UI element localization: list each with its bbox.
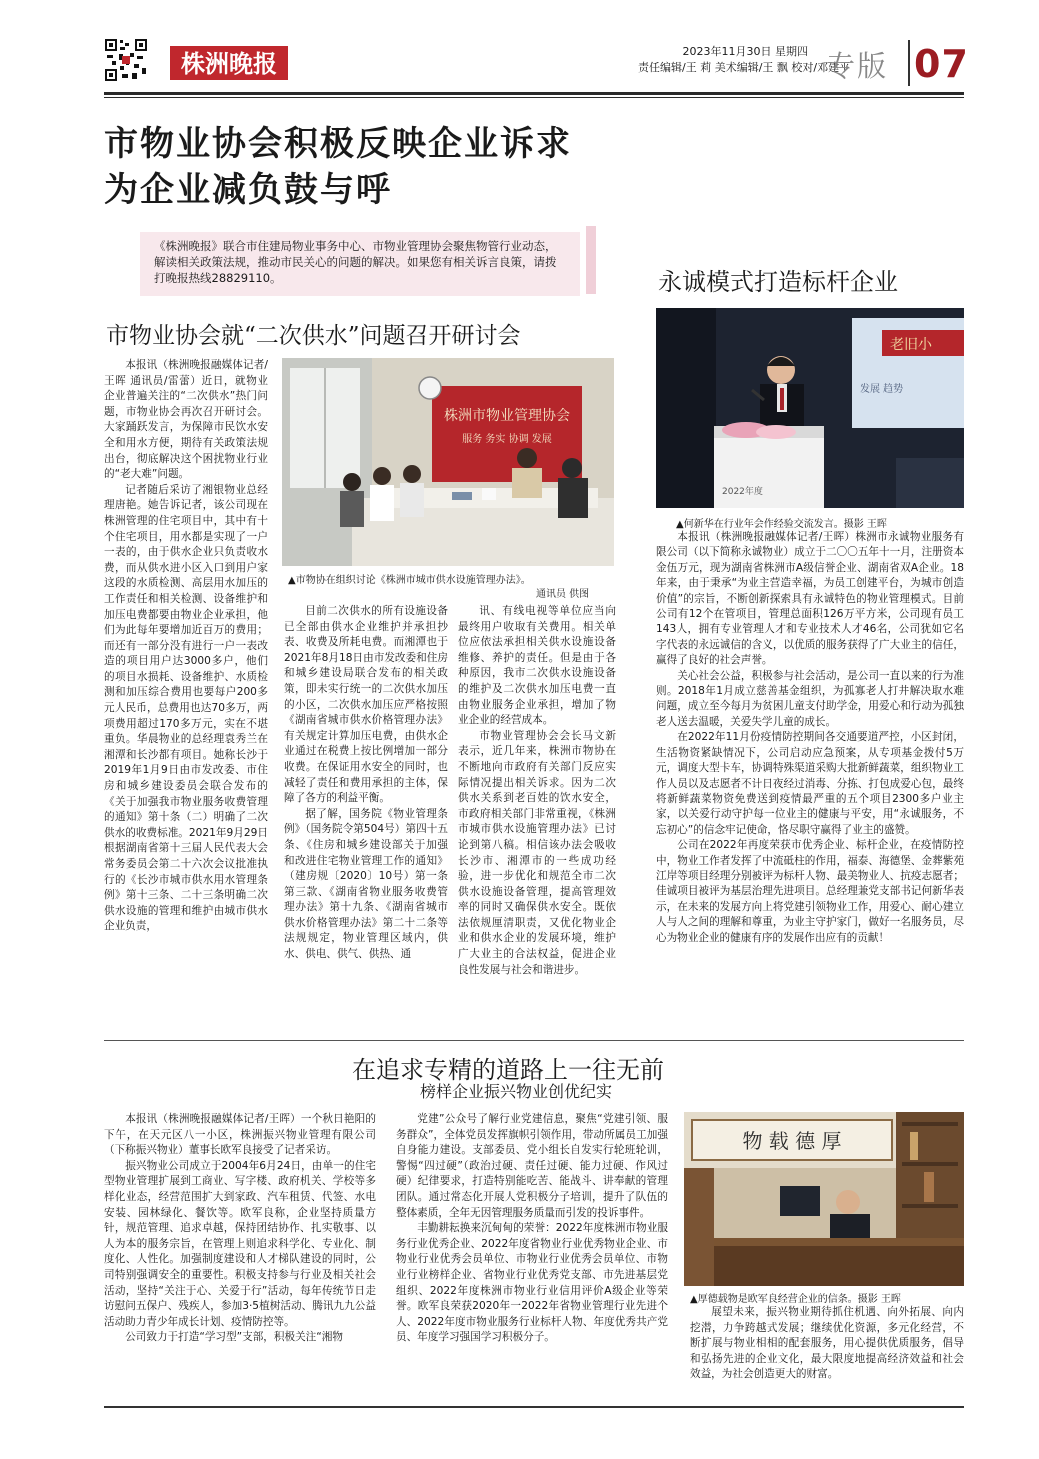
page-number: 07 (914, 42, 969, 86)
paragraph: 展望未来，振兴物业期待抓住机遇、向外拓展、向内挖潜，力争跨越式发展；继续优化资源，多元化经营，不断扩展与物业相相的配套服务，用心提供优质服务，倡导和弘扬先进的企业文化，最大限度地提高经济效益和社会效益，为社会创造更大的财富。 (690, 1306, 964, 1381)
photo-plaque-text: 物 载 德 厚 (742, 1129, 842, 1153)
paragraph: 据了解，国务院《物业管理条例》（国务院令第504号）第四十五条、《住房和城乡建设部关于加强和改进住宅物业管理工作的通知》（建房规〔2020〕10号）第一条第三款、《湖南省物业服务收费管理办法》第十九条、《湖南省城市供水价格管理办法》第二十二条等法规规定，物业管理区域内，供水、供电、供气、供热、通 (284, 807, 448, 961)
qr-code (104, 38, 148, 82)
photo-sign-title: 株洲市物业管理协会 (444, 408, 570, 424)
paragraph: 本报讯（株洲晚报融媒体记者/王晖 通讯员/雷蕾）近日，就物业企业普遍关注的“二次供水”热门问题，市物业协会再次召开研讨会。大家踊跃发言，为保障市民饮水安全和用水方便，期待有关政策法规出台，彻底解决这个困扰物业行业的“老大难”问题。 (104, 359, 268, 481)
article3-column3 (690, 1305, 964, 1401)
lead-box-accent (586, 226, 596, 294)
article1-column3 (458, 604, 616, 1034)
photo-podium-text: 2022年度 (722, 487, 763, 497)
headline-line2: 为企业减负鼓与呼 (104, 170, 392, 210)
article1-title: 市物业协会就“二次供水”问题召开研讨会 (106, 323, 521, 349)
paragraph: 关心社会公益，积极参与社会活动，是公司一直以来的行为准则。2018年1月成立慈善基金组织，为孤寡老人打井解决取水难问题，成立至今每月为贫困儿童支付助学金，用爱心和行动为孤独老人送去温暖，关爱失学儿童的成长。 (656, 669, 964, 728)
chairman-photo (684, 1112, 964, 1286)
article3-subtitle: 榜样企业振兴物业创优纪实 (420, 1082, 613, 1101)
speaker-photo (656, 308, 964, 508)
lead-box: 《株洲晚报》联合市住建局物业事务中心、市物业管理协会聚焦物管行业动态，解读相关政策法规，推动市民关心的问题的解决。如果您有相关诉言良策，请拨打晚报热线28829110。 (140, 232, 580, 296)
masthead-info (638, 44, 851, 76)
article1-column2 (284, 604, 448, 1034)
speaker-photo-caption: ▲何新华在行业年会作经验交流发言。摄影 王晖 (676, 519, 887, 530)
chairman-photo-caption: ▲厚德载物是欧军良经营企业的信条。摄影 王晖 (690, 1294, 901, 1305)
photo-credit: 通讯员 供图 (536, 589, 590, 600)
headline-line1: 市物业协会积极反映企业诉求 (104, 124, 572, 164)
paragraph: 市物业管理协会会长马文新表示，近几年来，株洲市物协在不断地向市政府有关部门反应实际情况提出相关诉求。因为二次供水关系到老百姓的饮水安全，市政府相关部门非常重视，《株洲市城市供水设施管理办法》已讨论到第八稿。相信该办法会吸收长沙市、湘潭市的一些成功经验，进一步优化和规范全市二次供水设施设备管理，提高管理效率的同时又确保供水安全。既依法依规厘清职责，又优化物业企业和供水企业的发展环境，维护广大业主的合法权益，促进企业良性发展与社会和谐进步。 (458, 729, 616, 976)
paragraph: 记者随后采访了湘银物业总经理唐艳。她告诉记者，该公司现在株洲管理的住宅项目中，其中有十个住宅项目，用水都是实现了一户一表的，由于供水企业只负责收水费，而从供水进小区入口到用户家这段的水质检测、高层用水加压的工作责任和相关检测、设备维护和加压电费都要由物业企业承担，他们为此每年要增加近百万的费用；而还有一部分没有进行一户一表改造的项目用户达3000多户，他们的项目水损耗、设备维护、水质检测和加压综合费用也要每户200多元人民币，总费用也达70多万，两项费用超过170多万元，实在不堪重负。华晨物业的总经理袁秀兰在湘潭和长沙都有项目。她称长沙于2019年1月9日由市发改委、市住房和城乡建设委员会联合发布的《关于加强我市物业服务收费管理的通知》第十条（二）明确了二次供水的收费标准。2021年9月29日根据湖南省第十三届人民代表大会常务委员会第二十六次会议批准执行的《长沙市城市供水用水管理条例》第十三条、二十三条明确二次供水设施的管理和维护由城市供水企业负责， (104, 483, 268, 933)
photo-screen-sub: 发展 趋势 (860, 384, 904, 395)
paragraph: 讯、有线电视等单位应当向最终用户收取有关费用。相关单位应依法承担相关供水设施设备维修、养护的责任。但是由于各种原因，我市二次供水设施设备的维护及二次供水加压电费一直由物业服务企业承担，增加了物业企业的经营成本。 (458, 605, 616, 727)
article3-title: 在追求专精的道路上一往无前 (352, 1056, 664, 1084)
editor-credits: 责任编辑/王 莉 美术编辑/王 飘 校对/邓建平 (638, 61, 851, 74)
masthead-rule (104, 92, 964, 95)
section-name: 专版 (826, 49, 889, 83)
meeting-photo (282, 358, 614, 566)
photo-sign-slogan: 服务 务实 协调 发展 (462, 434, 552, 445)
article1-column1 (104, 358, 268, 1034)
article2-title: 永诚模式打造标杆企业 (658, 268, 898, 296)
logo-text: 株洲晚报 (181, 49, 277, 78)
paragraph: 在2022年11月份疫情防控期间各交通要道严控，小区封闭，生活物资紧缺情况下，公司启动应急预案，从专项基金拨付5万元，调度大型卡车，协调特殊渠道采购大批新鲜蔬菜，组织物业工作人员以及志愿者不计日夜经过消毒、分拣、打包成爱心包，最终将新鲜蔬菜物资免费送到疫情最严重的五个项目2300多户业主家，以关爱行动守护每一位业主的健康与平安，用“永诚服务，不忘初心”的信念牢记使命，恪尽职守赢得了业主的盛赞。 (656, 731, 964, 836)
masthead-separator (908, 40, 910, 86)
paragraph: 公司在2022年再度荣获市优秀企业、标杆企业，在疫情防控中，物业工作者发挥了中流砥柱的作用，福泰、海德堡、金葬紫苑江岸等项目经理分别被评为标杆人物、最美物业人、抗疫志愿者；佳诚项目被评为基层治理先进项目。总经理兼党支部书记何新华表示，在未来的发展方向上将党建引领物业工作，用爱心、耐心建立人与人之间的理解和尊重，为业主守护家门，做好一名服务员，尽心为物业企业的健康有序的发展作出应有的贡献！ (656, 839, 964, 944)
paragraph: 党建”公众号了解行业党建信息，聚焦“党建引领、服务群众”，全体党员发挥旗帜引领作用，带动所属员工加强自身能力建设。支部委员、党小组长自发实行轮班轮训，警惕“四过硬”（政治过硬、责任过硬、能力过硬、作风过硬）纪律要求，打造特别能吃苦、能战斗、讲奉献的管理团队。通过常态化开展人党积极分子培训，提升了队伍的整体素质，全年无因管理服务质量而引发的投诉事件。 (396, 1113, 668, 1219)
photo-screen-text: 老旧小 (890, 337, 932, 353)
masthead-rule-thin (104, 97, 964, 98)
section-divider (104, 1040, 964, 1041)
paragraph: 丰勤耕耘换来沉甸甸的荣誉：2022年度株洲市物业服务行业优秀企业、2022年度省物业行业优秀物业企业、市物业行业优秀会员单位、市物业行业优秀会员单位、市物业行业榜样企业、省物业行业优秀党支部、市先进基层党组织、2022年度株洲市物业行业信用评价A级企业等荣誉。欧军良荣获2020年一2022年省物业管理行业先进个人、2022年度市物业服务行业标杆人物、年度优秀共产党员、年度学习强国学习积极分子。 (396, 1222, 668, 1344)
article3-column1 (104, 1112, 376, 1394)
issue-date: 2023年11月30日 星期四 (682, 45, 808, 58)
photo-caption: ▲市物协在组织讨论《株洲市城市供水设施管理办法》。 (288, 575, 531, 586)
paragraph: 公司致力于打造“学习型”支部，积极关注“湘物 (125, 1331, 343, 1344)
paragraph: 本报讯（株洲晚报融媒体记者/王晖）一个秋日艳阳的下午，在天元区八一小区，株洲振兴物业管理有限公司（下称振兴物业）董事长欧军良接受了记者采访。 (104, 1113, 376, 1157)
article3-column2 (396, 1112, 668, 1394)
article2-body (656, 530, 964, 1030)
newspaper-logo (170, 46, 288, 80)
paragraph: 振兴物业公司成立于2004年6月24日，由单一的住宅型物业管理扩展到工商业、写字楼、政府机关、学校等多样化业态，经营范围扩大到家政、汽车租赁、代签、水电安装、园林绿化、餐饮等。欧军良称，企业坚持质量方针，规范管理、追求卓越，保持团结协作、扎实敬事、以人为本的服务宗旨，在管理上则追求科学化、专业化、制度化、人性化。加强制度建设和人才梯队建设的同时，公司特别强调安全的重要性。积极支持参与行业及相关社会活动，坚持“关注于心、关爱于行”活动，每年传统节日走访慰问五保户、残疾人，参加3·5植树活动、腾讯九九公益活动助力青少年成长计划、疫情防控等。 (104, 1159, 376, 1328)
bottom-rule (104, 1406, 964, 1408)
paragraph: 本报讯（株洲晚报融媒体记者/王晖）株洲市永诚物业服务有限公司（以下简称永诚物业）成立于二〇〇五年十一月，注册资本金伍万元，现为湖南省株洲市A级信誉企业、湖南省双A企业。18年来，由于秉承“为业主营造幸福，为员工创建平台，为城市创造价值”的宗旨，不断创新探索具有永诚特色的物业管理模式。目前公司有12个在管项目，管理总面积126万平方米，公司现有员工143人，拥有专业管理人才和专业技术人才46名，公司犹如它名字代表的永远诚信的含义，以优质的服务获得了广大业主的信任，赢得了良好的社会声誉。 (656, 531, 964, 667)
paragraph: 目前二次供水的所有设施设备已全部由供水企业维护并承担抄表、收费及所耗电费。而湘潭也于2021年8月18日由市发改委和住房和城乡建设局联合发布的相关政策，即未实行统一的二次供水加压的小区，二次供水加压应严格按照《湖南省城市供水价格管理办法》有关规定计算加压电费，由供水企业通过在税费上按比例增加一部分收费。在保证用水安全的同时，也减轻了责任和费用承担的主体，保障了各方的利益平衡。 (284, 605, 448, 805)
